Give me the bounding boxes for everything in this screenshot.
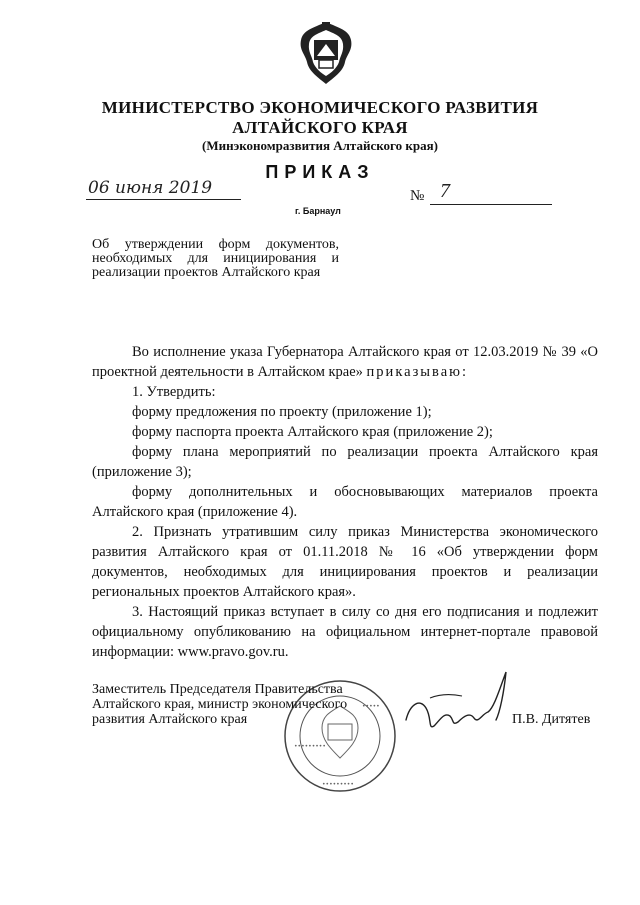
item-3: 3. Настоящий приказ вступает в силу со дня его подписания и подлежит официальному опубликованию на официальном интернет-портале правовой информации: www.pravo.gov.ru.	[92, 604, 598, 660]
signer-position	[92, 682, 347, 727]
preamble	[92, 342, 598, 382]
item-2: 2. Признать утратившим силу приказ Министерства экономического развития Алтайского края от 01.11.2018 № 16 «Об утверждении форм документов, необходимых для инициирования проектов и реализации региональных проектов Алтайского края».	[92, 524, 598, 600]
number-underline	[430, 204, 552, 205]
coat-of-arms-icon	[295, 18, 357, 88]
order-word: приказываю	[366, 364, 462, 380]
item-1: 1. Утвердить:	[132, 384, 216, 400]
city-name: г. Барнаул	[295, 206, 341, 216]
svg-text:•••••••••: •••••••••	[294, 743, 326, 750]
ministry-short-name: (Минэкономразвития Алтайского края)	[202, 138, 438, 153]
order-number-label: №	[410, 188, 425, 204]
item-1-a: форму предложения по проекту (приложение 1);	[132, 404, 432, 420]
date-underline	[86, 199, 241, 200]
item-1-c: форму плана мероприятий по реализации проекта Алтайского края (приложение 3);	[92, 444, 598, 480]
preamble-text: Во исполнение указа Губернатора Алтайского края от 12.03.2019 № 39 «О проектной деятельности в Алтайском крае»	[92, 344, 598, 380]
signer-position-line2: Алтайского края, министр экономического	[92, 697, 348, 712]
svg-text:•••••: •••••	[362, 703, 380, 710]
order-body	[92, 342, 598, 662]
ministry-name-line2: АЛТАЙСКОГО КРАЯ	[232, 118, 408, 137]
item-1-b: форму паспорта проекта Алтайского края (приложение 2);	[132, 424, 493, 440]
signer-position-line3: развития Алтайского края	[92, 712, 248, 727]
signer-position-line1: Заместитель Председателя Правительства	[92, 682, 343, 697]
document-title: ПРИКАЗ	[265, 162, 375, 182]
svg-text:•••••••••: •••••••••	[322, 781, 354, 788]
handwritten-signature-icon	[400, 668, 520, 740]
ministry-name-line1: МИНИСТЕРСТВО ЭКОНОМИЧЕСКОГО РАЗВИТИЯ	[101, 98, 539, 117]
order-subject: Об утверждении форм документов, необходимых для инициирования и реализации проектов Алтайского края	[92, 237, 339, 280]
order-number: 7	[440, 180, 450, 202]
signer-name: П.В. Дитятев	[512, 712, 591, 727]
item-1-d: форму дополнительных и обосновывающих материалов проекта Алтайского края (приложение 4).	[92, 484, 598, 520]
preamble-colon: :	[461, 364, 467, 380]
order-date: 06 июня 2019	[88, 178, 213, 198]
